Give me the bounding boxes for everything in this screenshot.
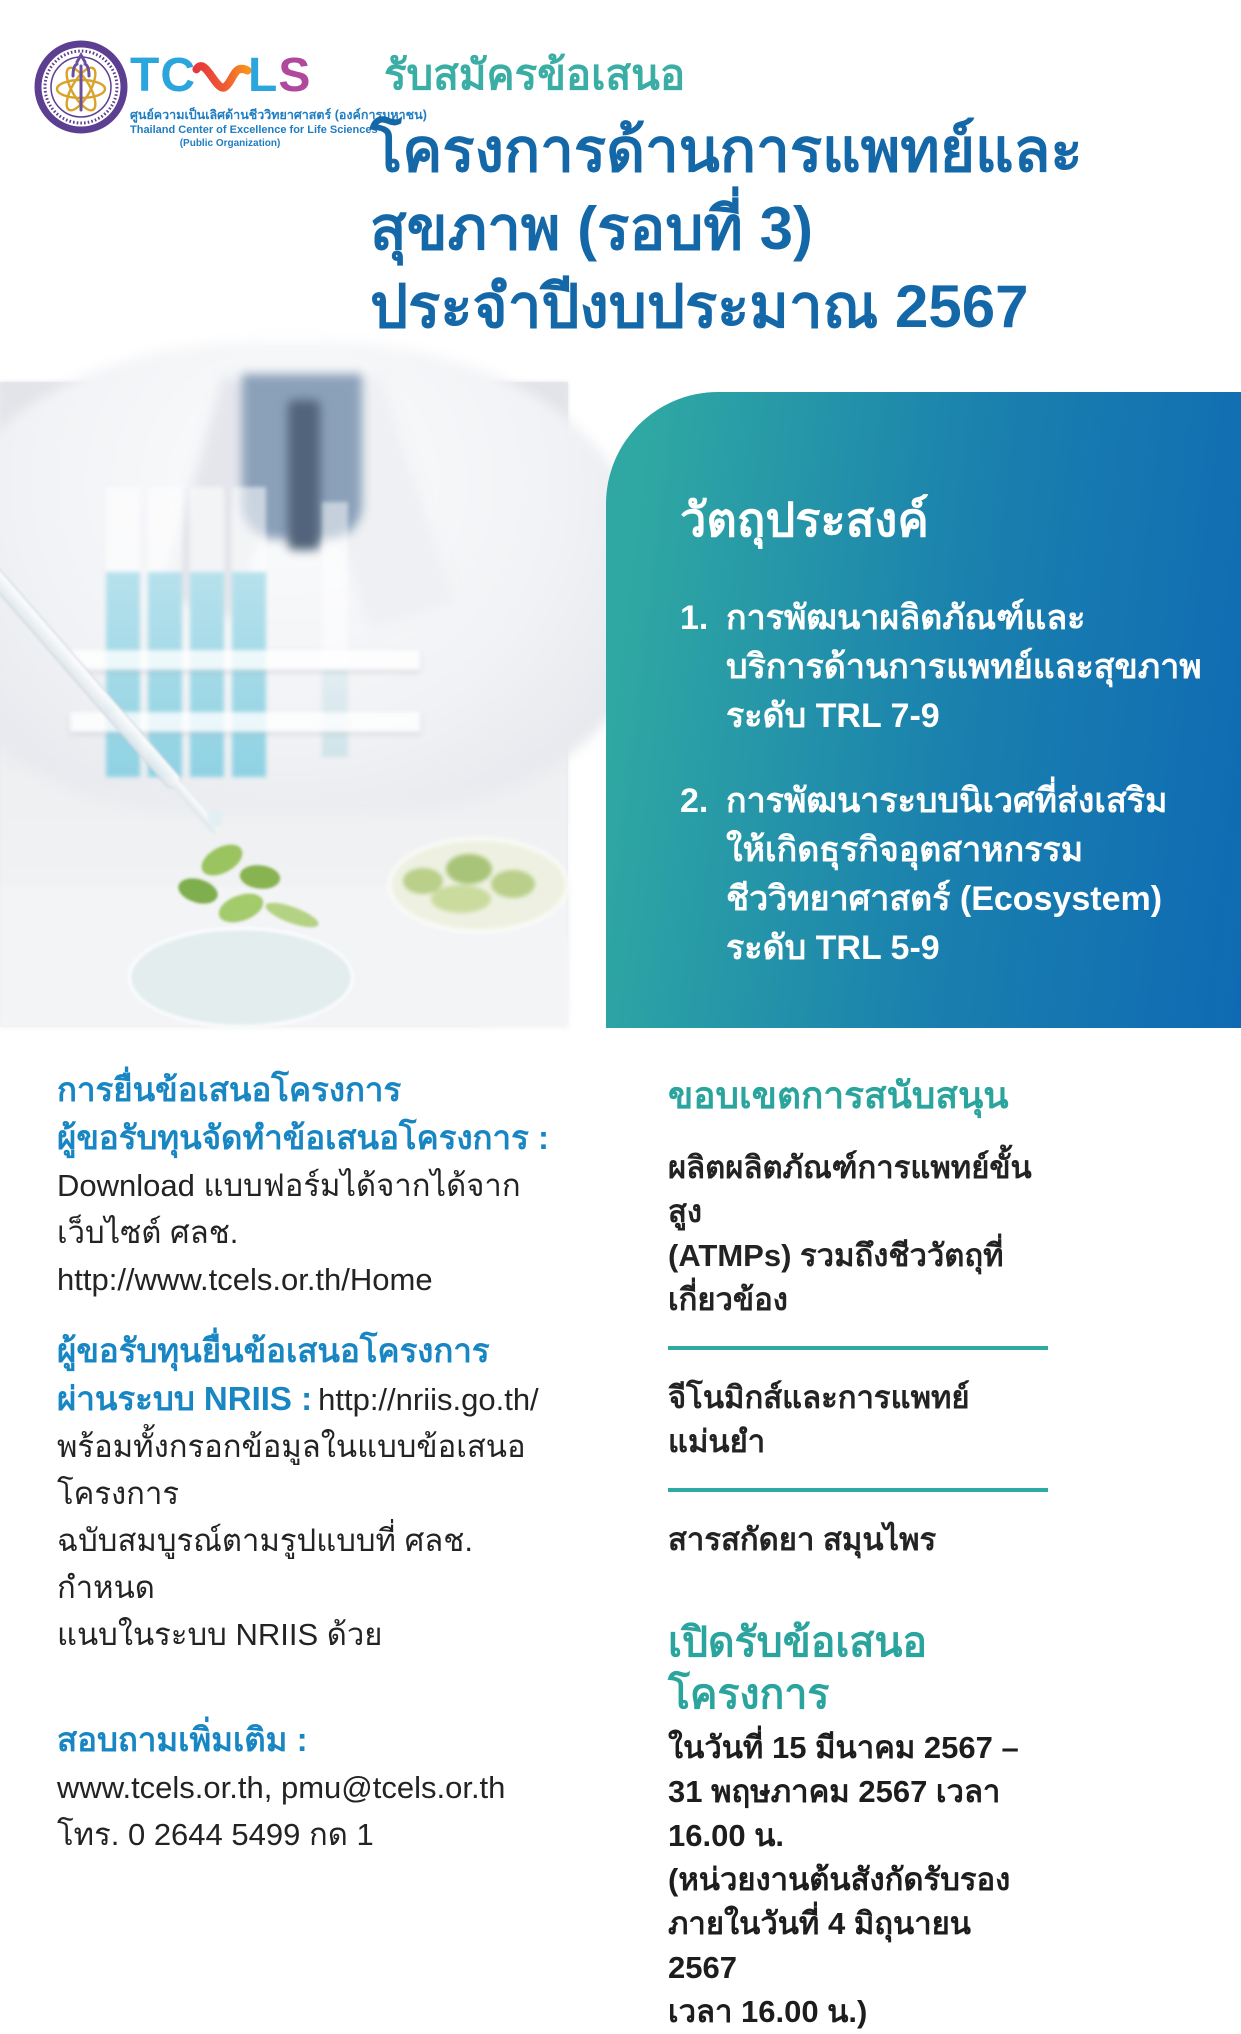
submission-heading-2: ผู้ขอรับทุนจัดทำข้อเสนอโครงการ : bbox=[57, 1119, 549, 1156]
objective-item-2 bbox=[680, 777, 1241, 973]
contact-website-email[interactable]: www.tcels.or.th, pmu@tcels.or.th bbox=[57, 1770, 506, 1805]
header-titles bbox=[370, 48, 1210, 346]
scope-item-1 bbox=[668, 1120, 1048, 1346]
nriis-instruction-line: แนบในระบบ NRIIS ด้วย bbox=[57, 1617, 383, 1652]
objectives-panel bbox=[606, 392, 1241, 1028]
scope-item-line: สารสกัดยา สมุนไพร bbox=[668, 1522, 937, 1557]
nriis-heading-2: ผ่านระบบ NRIIS : bbox=[57, 1380, 313, 1417]
tcels-wordmark bbox=[130, 48, 330, 100]
photo-plant-sprig bbox=[160, 837, 340, 967]
title-line-3: ประจำปีงบประมาณ 2567 bbox=[370, 273, 1029, 340]
objective-line: ระดับ TRL 7-9 bbox=[726, 697, 940, 735]
objectives-heading: วัตถุประสงค์ bbox=[680, 493, 929, 546]
objective-line: ระดับ TRL 5-9 bbox=[726, 929, 940, 967]
scope-item-3 bbox=[668, 1492, 1048, 1586]
tcels-letter-l: L bbox=[248, 49, 279, 102]
photo-tube-rack bbox=[70, 650, 420, 670]
title-line-2: สุขภาพ (รอบที่ 3) bbox=[370, 195, 813, 262]
objective-line: การพัฒนาระบบนิเวศที่ส่งเสริม bbox=[726, 782, 1168, 820]
tcels-public-org: (Public Organization) bbox=[179, 138, 281, 149]
scope-item-line: ผลิตผลิตภัณฑ์การแพทย์ขั้นสูง bbox=[668, 1150, 1032, 1229]
title-line-1: โครงการด้านการแพทย์และ bbox=[370, 117, 1083, 184]
photo-tie bbox=[288, 400, 320, 550]
tcels-letter-t: T bbox=[130, 49, 161, 102]
tcels-letter-c: C bbox=[160, 49, 196, 102]
schedule-dates bbox=[668, 1726, 1048, 2034]
photo-test-tube bbox=[232, 487, 266, 777]
photo-droplet bbox=[208, 810, 222, 828]
ministry-seal-icon bbox=[36, 42, 126, 132]
scope-item-2 bbox=[668, 1350, 1048, 1488]
objective-item-1 bbox=[680, 594, 1241, 741]
scope-item-line: (ATMPs) รวมถึงชีววัตถุที่เกี่ยวข้อง bbox=[668, 1238, 1004, 1317]
download-instruction: Download แบบฟอร์มได้จากได้จากเว็บไซต์ ศลช. bbox=[57, 1168, 521, 1250]
schedule-line: ในวันที่ 15 มีนาคม 2567 – bbox=[668, 1730, 1019, 1765]
photo-test-tube bbox=[190, 487, 224, 777]
tcels-wave-icon bbox=[193, 55, 251, 101]
submission-heading-1: การยื่นข้อเสนอโครงการ bbox=[57, 1071, 402, 1108]
kicker-text: รับสมัครข้อเสนอ bbox=[384, 51, 686, 98]
photo-test-tube bbox=[148, 487, 182, 777]
lab-photo bbox=[0, 382, 568, 1027]
submission-section bbox=[57, 1066, 577, 1303]
page-title bbox=[370, 112, 1210, 346]
objective-line: การพัฒนาผลิตภัณฑ์และ bbox=[726, 599, 1086, 637]
schedule-line: (หน่วยงานต้นสังกัดรับรอง bbox=[668, 1862, 1011, 1897]
objective-line: ชีววิทยาศาสตร์ (Ecosystem) bbox=[726, 880, 1163, 918]
objective-number: 1. bbox=[680, 599, 709, 637]
contact-phone: โทร. 0 2644 5499 กด 1 bbox=[57, 1817, 374, 1852]
nriis-url[interactable]: http://nriis.go.th/ bbox=[318, 1382, 539, 1417]
scope-heading: ขอบเขตการสนับสนุน bbox=[668, 1075, 1009, 1116]
contact-section bbox=[57, 1716, 577, 1858]
photo-petri-dish-sprouts bbox=[388, 837, 569, 933]
objective-line: บริการด้านการแพทย์และสุขภาพ bbox=[726, 648, 1202, 686]
tcels-thai-name: ศูนย์ความเป็นเลิศด้านชีววิทยาศาสตร์ (องค์การมหาชน) bbox=[130, 108, 427, 122]
tcels-letter-s: S bbox=[278, 49, 312, 102]
scope-column bbox=[668, 1072, 1048, 2034]
objective-number: 2. bbox=[680, 782, 709, 820]
tcels-logo bbox=[130, 48, 427, 150]
schedule-heading: เปิดรับข้อเสนอโครงการ bbox=[668, 1619, 928, 1717]
schedule-line: เวลา 16.00 น.) bbox=[668, 1994, 868, 2029]
schedule-line: 31 พฤษภาคม 2567 เวลา 16.00 น. bbox=[668, 1774, 1001, 1853]
nriis-instruction-line: ฉบับสมบูรณ์ตามรูปแบบที่ ศลช. กำหนด bbox=[57, 1523, 473, 1605]
tcels-english-name: Thailand Center of Excellence for Life Sciences bbox=[130, 124, 378, 136]
nriis-heading-1: ผู้ขอรับทุนยื่นข้อเสนอโครงการ bbox=[57, 1332, 490, 1369]
nriis-section bbox=[57, 1327, 577, 1658]
scope-item-line: จีโนมิกส์และการแพทย์แม่นยำ bbox=[668, 1380, 970, 1459]
tcels-home-url[interactable]: http://www.tcels.or.th/Home bbox=[57, 1262, 433, 1297]
submission-column bbox=[57, 1066, 577, 1858]
nriis-instruction-line: พร้อมทั้งกรอกข้อมูลในแบบข้อเสนอโครงการ bbox=[57, 1429, 526, 1511]
schedule-line: ภายในวันที่ 4 มิถุนายน 2567 bbox=[668, 1906, 971, 1985]
tcels-logo-subtext bbox=[130, 107, 427, 150]
objective-line: ให้เกิดธุรกิจอุตสาหกรรม bbox=[726, 831, 1084, 869]
contact-heading: สอบถามเพิ่มเติม : bbox=[57, 1721, 308, 1758]
